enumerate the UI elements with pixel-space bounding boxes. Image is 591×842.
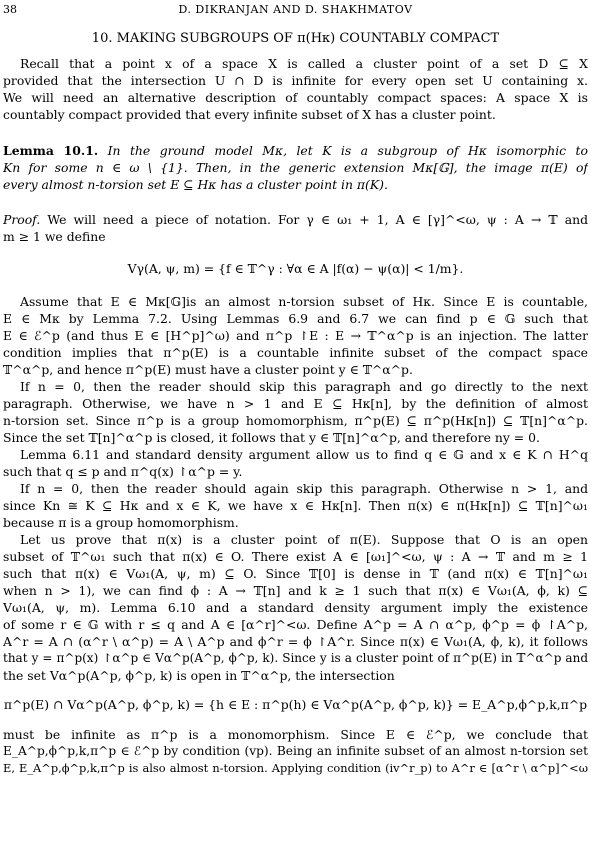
text-line: that y = π^p(x) ↾α^p ∈ Vα^p(A^p, ϕ^p, k). Since y is a cluster point of π^p(E) in 𝕋^α^p and bbox=[3, 651, 588, 665]
section-title: 10. MAKING SUBGROUPS OF π(Hκ) COUNTABLY COMPACT bbox=[91, 31, 500, 46]
lemma-statement-line: every almost n-torsion set E ⊆ Hκ has a cluster point in π(K). bbox=[3, 177, 388, 192]
lemma-statement-line: Kn for some n ∈ ω \ {1}. Then, in the generic extension Mκ[𝔾], the image π(E) of bbox=[3, 160, 588, 175]
text-line: countably compact provided that every infinite subset of X has a cluster point. bbox=[3, 107, 496, 122]
proof-line: Proof. We will need a piece of notation. For γ ∈ ω₁ + 1, A ∈ [γ]^<ω, ψ : A → 𝕋 and bbox=[3, 212, 588, 227]
proof-label: Proof. bbox=[3, 212, 41, 227]
text-line: because π is a group homomorphism. bbox=[3, 515, 239, 530]
running-head: D. DIKRANJAN AND D. SHAKHMATOV bbox=[178, 3, 413, 16]
display-equation: Vγ(A, ψ, m) = {f ∈ 𝕋^γ : ∀α ∈ A |f(α) − ψ(α)| < 1/m}. bbox=[127, 261, 464, 276]
text-line: A^r = A ∩ (α^r \ α^p) = A \ A^p and ϕ^r = ϕ ↾A^r. Since π(x) ∈ Vω₁(A, ϕ, k), it follows bbox=[3, 634, 588, 649]
text-line: 𝕋^α^p, and hence π^p(E) must have a cluster point y ∈ 𝕋^α^p. bbox=[3, 362, 413, 377]
page-number: 38 bbox=[3, 3, 17, 16]
text-line: If n = 0, then the reader should skip this paragraph and go directly to the next bbox=[20, 379, 588, 394]
text-line: Let us prove that π(x) is a cluster point of π(E). Suppose that O is an open bbox=[20, 532, 588, 547]
text-line: Vω₁(A, ψ, m). Lemma 6.10 and a standard density argument imply the existence bbox=[3, 600, 588, 615]
display-equation: π^p(E) ∩ Vα^p(A^p, ϕ^p, k) = {h ∈ E : π^p(h) ∈ Vα^p(A^p, ϕ^p, k)} = E_A^p,ϕ^p,k,π^p bbox=[3, 697, 588, 712]
running-header bbox=[3, 3, 588, 18]
text-line: E_A^p,ϕ^p,k,π^p ∈ ℰ^p by condition (vp). Being an infinite subset of an almost n-torsion set bbox=[3, 744, 588, 758]
text-line: Since the set 𝕋[n]^α^p is closed, it follows that y ∈ 𝕋[n]^α^p, and therefore ny = 0. bbox=[3, 430, 540, 445]
text-line: paragraph. Otherwise, we have n > 1 and E ⊆ Hκ[n], by the definition of almost bbox=[3, 396, 588, 411]
text-line: such that π(x) ∈ Vω₁(A, ψ, m) ⊆ O. Since 𝕋[0] is dense in 𝕋 (and π(x) ∈ 𝕋[n]^ω₁ bbox=[3, 566, 588, 581]
text-line: since Kn ≅ K ⊆ Hκ and x ∈ K, we have x ∈ Hκ[n]. Then π(x) ∈ π(Hκ[n]) ⊆ 𝕋[n]^ω₁ bbox=[3, 498, 588, 513]
text-line: the set Vα^p(A^p, ϕ^p, k) is open in 𝕋^α^p, the intersection bbox=[3, 668, 395, 683]
lemma-statement-line: Lemma 10.1. In the ground model Mκ, let K is a subgroup of Hκ isomorphic to bbox=[3, 143, 588, 158]
text-line: Recall that a point x of a space X is called a cluster point of a set D ⊆ X bbox=[20, 56, 588, 71]
text-line: E ∈ Mκ by Lemma 7.2. Using Lemmas 6.9 and 6.7 we can find p ∈ 𝔾 such that bbox=[3, 311, 588, 326]
text-line: We will need an alternative description of countably compact spaces: A space X is bbox=[3, 90, 588, 105]
text-line: E ∈ ℰ^p (and thus E ∈ [H^p]^ω) and π^p ↾E : E → 𝕋^α^p is an injection. The latter bbox=[3, 328, 588, 343]
text-line: must be infinite as π^p is a monomorphism. Since E ∈ ℰ^p, we conclude that bbox=[3, 727, 588, 742]
lemma-label: Lemma 10.1. bbox=[3, 143, 99, 158]
text-line: when n > 1), we can find ϕ : A → 𝕋[n] and k ≥ 1 such that π(x) ∈ Vω₁(A, ϕ, k) ⊆ bbox=[3, 583, 588, 598]
proof-line: m ≥ 1 we define bbox=[3, 229, 106, 244]
text-line: Lemma 6.11 and standard density argument allow us to find q ∈ 𝔾 and x ∈ K ∩ H^q bbox=[20, 447, 588, 462]
text-line: condition implies that π^p(E) is a countable infinite subset of the compact space bbox=[3, 345, 588, 360]
text-line: If n = 0, then the reader should again skip this paragraph. Otherwise n > 1, and bbox=[20, 481, 588, 496]
text-line: provided that the intersection U ∩ D is infinite for every open set U containing x. bbox=[3, 73, 588, 88]
text-line: of some r ∈ 𝔾 with r ≤ q and A ∈ [α^r]^<ω. Define A^p = A ∩ α^p, ϕ^p = ϕ ↾A^p, bbox=[3, 617, 588, 632]
text-line: such that q ≤ p and π^q(x) ↾α^p = y. bbox=[3, 464, 243, 479]
text-line: Assume that E ∈ Mκ[𝔾]is an almost n-torsion subset of Hκ. Since E is countable, bbox=[20, 294, 588, 309]
text-line: E, E_A^p,ϕ^p,k,π^p is also almost n-torsion. Applying condition (iv^r_p) to A^r ∈ [α^r \ α^p]^<ω bbox=[3, 761, 588, 775]
text-line: n-torsion set. Since π^p is a group homomorphism, π^p(E) ⊆ π^p(Hκ[n]) ⊆ 𝕋[n]^α^p. bbox=[3, 413, 588, 428]
text-line: subset of 𝕋^ω₁ such that π(x) ∈ O. There exist A ∈ [ω₁]^<ω, ψ : A → 𝕋 and m ≥ 1 bbox=[3, 549, 588, 564]
